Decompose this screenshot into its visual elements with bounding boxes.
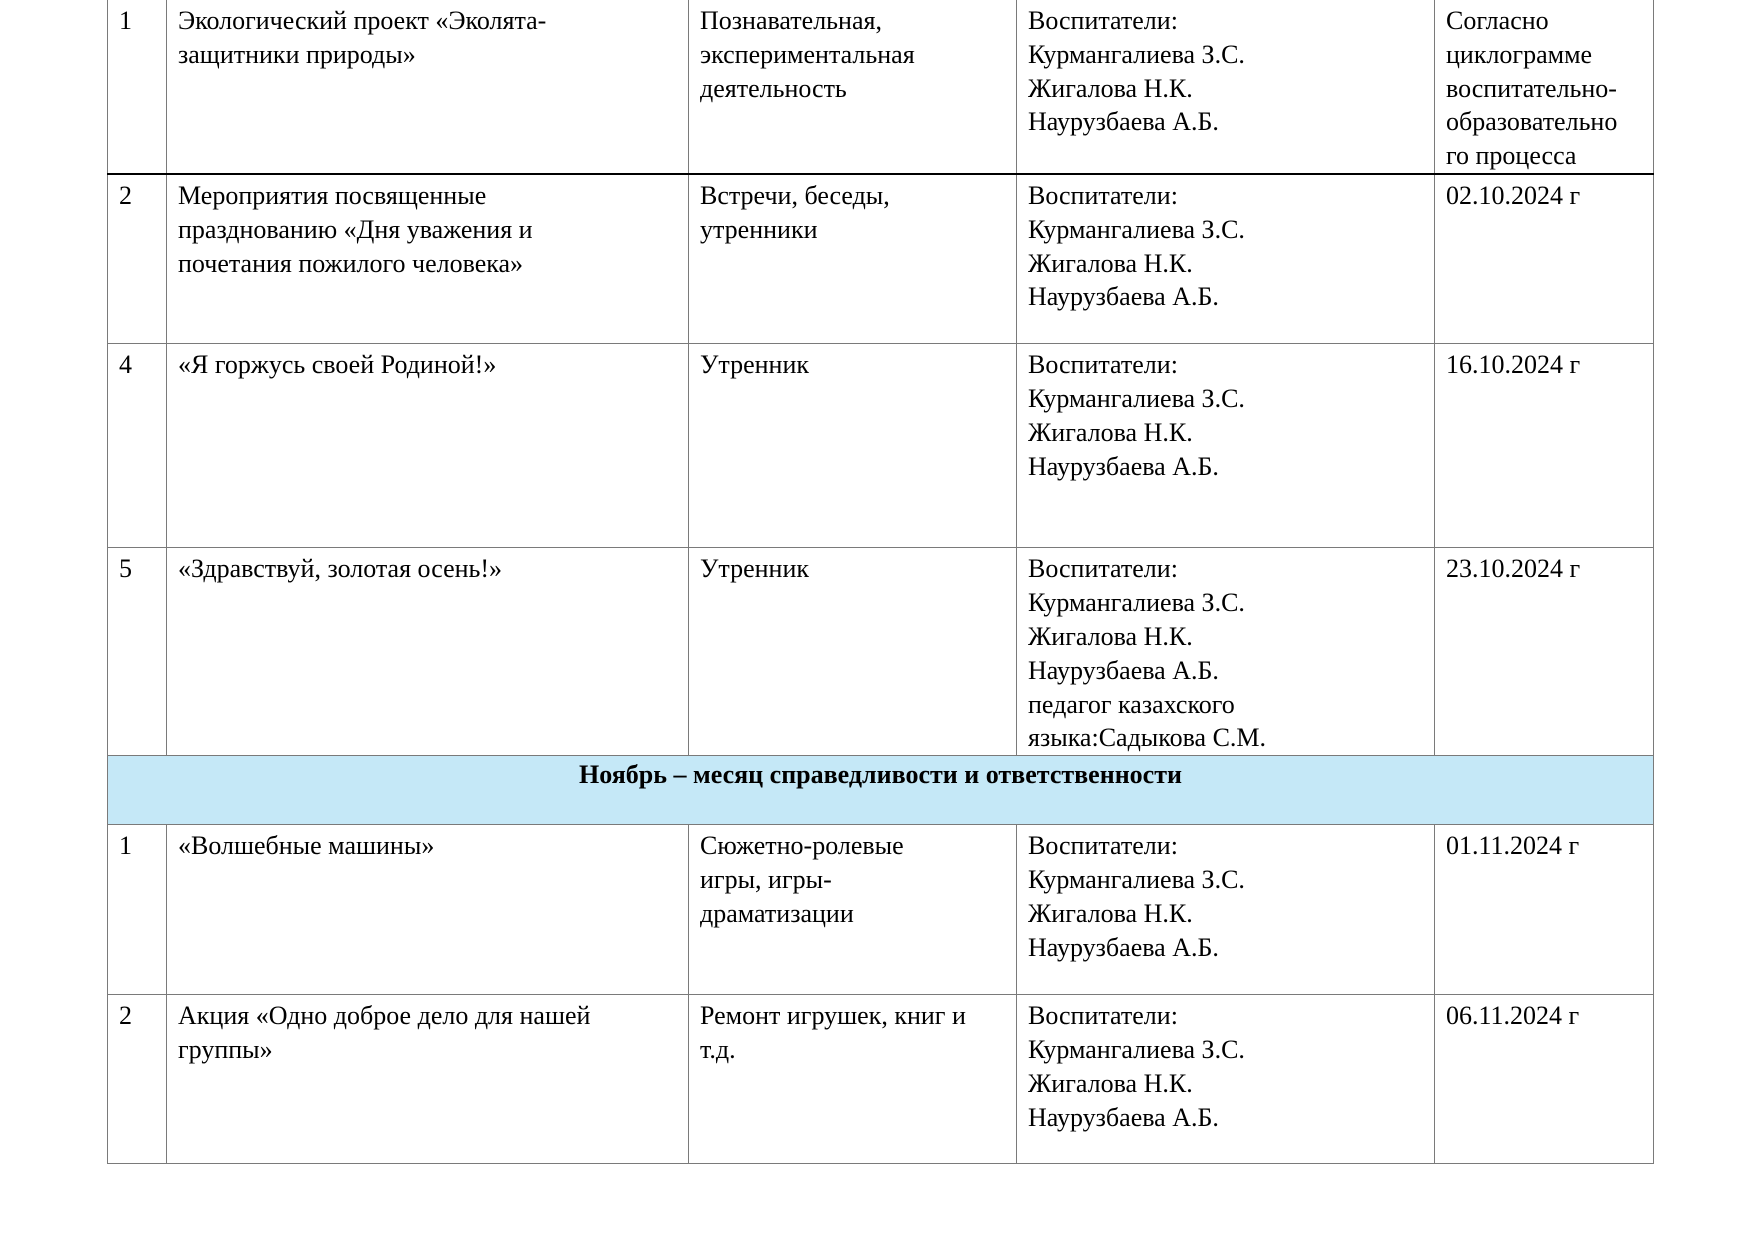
responsible-cell	[1017, 0, 1435, 174]
responsible-cell	[1017, 344, 1435, 548]
form-cell	[689, 995, 1017, 1164]
row-number: 2	[119, 180, 132, 210]
table-row	[108, 825, 1654, 995]
row-number-cell	[108, 548, 167, 756]
responsible-persons: Воспитатели: Курмангалиева З.С. Жигалова Н.К. Наурузбаева А.Б.	[1028, 6, 1245, 137]
row-number: 2	[119, 1001, 132, 1031]
month-section-cell	[108, 756, 1654, 825]
event-date: 16.10.2024 г	[1446, 350, 1581, 380]
event-cell	[167, 174, 689, 344]
table-row	[108, 0, 1654, 174]
table-row	[108, 344, 1654, 548]
event-date: 06.11.2024 г	[1446, 1001, 1580, 1031]
row-number-cell	[108, 995, 167, 1164]
month-section-title: Ноябрь – месяц справедливости и ответственности	[579, 760, 1182, 790]
table-row	[108, 548, 1654, 756]
row-number: 1	[119, 6, 132, 35]
events-plan-table	[107, 0, 1654, 1164]
event-cell	[167, 995, 689, 1164]
event-form: Познавательная, экспериментальная деятельность	[700, 6, 915, 103]
date-cell	[1435, 825, 1654, 995]
date-cell	[1435, 995, 1654, 1164]
row-number-cell	[108, 344, 167, 548]
event-date: 01.11.2024 г	[1446, 831, 1580, 861]
responsible-cell	[1017, 174, 1435, 344]
event-form: Утренник	[700, 554, 810, 584]
responsible-cell	[1017, 548, 1435, 756]
event-form: Встречи, беседы, утренники	[700, 180, 890, 244]
form-cell	[689, 0, 1017, 174]
responsible-cell	[1017, 995, 1435, 1164]
responsible-persons: Воспитатели: Курмангалиева З.С. Жигалова Н.К. Наурузбаева А.Б.	[1028, 1001, 1245, 1132]
event-cell	[167, 825, 689, 995]
event-form: Сюжетно-ролевые игры, игры- драматизации	[700, 831, 904, 928]
event-date: 02.10.2024 г	[1446, 180, 1581, 210]
date-cell	[1435, 0, 1654, 174]
row-number-cell	[108, 825, 167, 995]
form-cell	[689, 825, 1017, 995]
responsible-persons: Воспитатели: Курмангалиева З.С. Жигалова Н.К. Наурузбаева А.Б. педагог казахского языка:Садыкова С.М.	[1028, 554, 1267, 753]
date-cell	[1435, 344, 1654, 548]
responsible-cell	[1017, 825, 1435, 995]
row-number: 1	[119, 831, 132, 861]
event-date: Согласно циклограмме воспитательно- образовательно го процесса	[1446, 6, 1618, 171]
responsible-persons: Воспитатели: Курмангалиева З.С. Жигалова Н.К. Наурузбаева А.Б.	[1028, 831, 1245, 962]
event-title: Акция «Одно доброе дело для нашей группы»	[178, 1001, 591, 1065]
form-cell	[689, 548, 1017, 756]
event-cell	[167, 0, 689, 174]
date-cell	[1435, 548, 1654, 756]
event-form: Утренник	[700, 350, 810, 380]
table-row	[108, 995, 1654, 1164]
event-cell	[167, 344, 689, 548]
event-title: «Здравствуй, золотая осень!»	[178, 554, 503, 584]
event-title: «Я горжусь своей Родиной!»	[178, 350, 497, 380]
form-cell	[689, 344, 1017, 548]
table-row	[108, 174, 1654, 344]
row-number-cell	[108, 0, 167, 174]
month-section-row	[108, 756, 1654, 825]
date-cell	[1435, 174, 1654, 344]
event-date: 23.10.2024 г	[1446, 554, 1581, 584]
event-cell	[167, 548, 689, 756]
event-title: Экологический проект «Эколята- защитники природы»	[178, 6, 547, 69]
form-cell	[689, 174, 1017, 344]
responsible-persons: Воспитатели: Курмангалиева З.С. Жигалова Н.К. Наурузбаева А.Б.	[1028, 350, 1245, 481]
event-title: Мероприятия посвященные празднованию «Дня уважения и почетания пожилого человека»	[178, 180, 533, 278]
event-title: «Волшебные машины»	[178, 831, 435, 861]
event-form: Ремонт игрушек, книг и т.д.	[700, 1001, 966, 1065]
row-number: 5	[119, 554, 132, 584]
row-number: 4	[119, 350, 132, 380]
responsible-persons: Воспитатели: Курмангалиева З.С. Жигалова Н.К. Наурузбаева А.Б.	[1028, 180, 1245, 312]
row-number-cell	[108, 174, 167, 344]
